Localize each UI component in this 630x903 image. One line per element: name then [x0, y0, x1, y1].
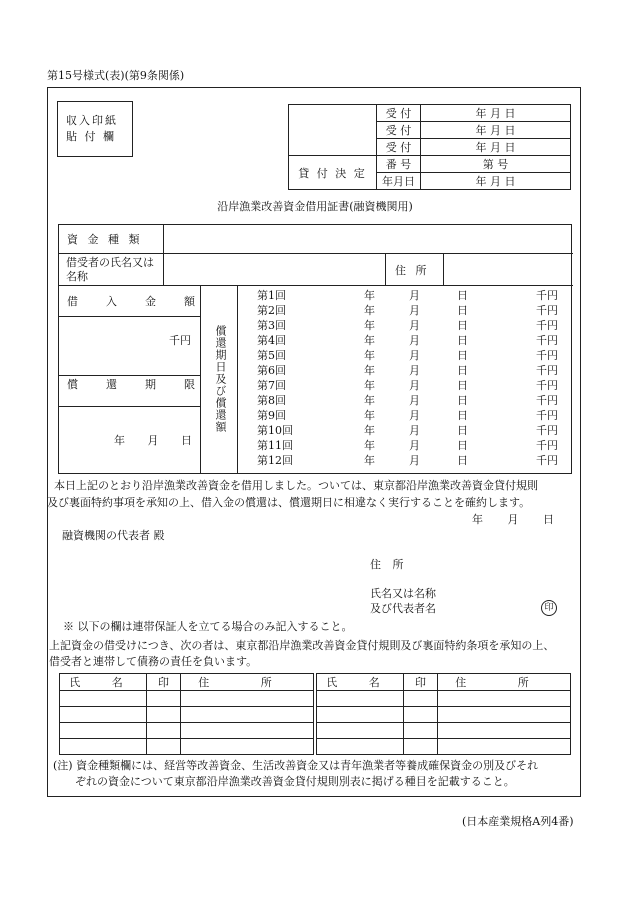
guarantor-cell[interactable]: [317, 691, 404, 707]
day-label: 日: [457, 409, 468, 422]
schedule-row[interactable]: [238, 333, 573, 348]
ymd-label: 年月日: [377, 173, 421, 190]
guarantor-text-2: 借受者と連帯して債務の責任を負います。: [49, 655, 258, 668]
year-label: 年: [364, 364, 375, 377]
guarantor-cell[interactable]: [181, 739, 314, 755]
decision-label: 貸 付 決 定: [289, 156, 377, 190]
guarantor-cell[interactable]: [60, 691, 147, 707]
signer-name-label-2: 及び代表者名: [370, 602, 436, 615]
year-label: 年: [364, 289, 375, 302]
guarantor-cell[interactable]: [404, 723, 438, 739]
guarantor-text-1: 上記資金の借受けにつき、次の者は、東京都沿岸漁業改善資金貸付規則及び裏面特約条項を承知の上、: [49, 639, 555, 652]
guarantor-table-left: [59, 673, 314, 755]
schedule-label: 第12回: [257, 454, 293, 467]
unit-label: 千円: [536, 349, 558, 362]
main-table: [58, 224, 572, 474]
unit-label: 千円: [536, 319, 558, 332]
guarantor-cell[interactable]: [147, 739, 181, 755]
guarantor-cell[interactable]: [147, 723, 181, 739]
schedule-label: 第9回: [257, 409, 286, 422]
month-label: 月: [409, 379, 420, 392]
stamp-label-1: 収入印紙: [66, 114, 118, 127]
year-label: 年: [364, 304, 375, 317]
year-label: 年: [364, 424, 375, 437]
statement-line-2: 及び裏面特約事項を承知の上、借入金の償還は、償還期日に相違なく実行することを確約します。: [47, 496, 531, 509]
unit-label: 千円: [536, 364, 558, 377]
month-label: 月: [409, 319, 420, 332]
year-label: 年: [364, 394, 375, 407]
day-label: 日: [457, 454, 468, 467]
schedule-label: 第2回: [257, 304, 286, 317]
seal-mark[interactable]: 印: [541, 600, 557, 616]
guarantor-cell[interactable]: [60, 707, 147, 723]
received-label-3: 受 付: [377, 139, 421, 156]
schedule-label: 第4回: [257, 334, 286, 347]
loan-amount-label: 借 入 金 額: [67, 295, 195, 308]
day-label: 日: [457, 394, 468, 407]
schedule-label: 第10回: [257, 424, 293, 437]
unit-label: 千円: [536, 409, 558, 422]
statement-date[interactable]: 年 月 日: [472, 513, 554, 526]
month-label: 月: [409, 304, 420, 317]
received-date-1[interactable]: 年 月 日: [421, 105, 571, 122]
schedule-row[interactable]: [238, 408, 573, 423]
schedule-row[interactable]: [238, 438, 573, 453]
received-label-2: 受 付: [377, 122, 421, 139]
guarantor-cell[interactable]: [181, 723, 314, 739]
footer-standard: (日本産業規格A列4番): [462, 815, 574, 828]
schedule-label: 第7回: [257, 379, 286, 392]
guarantor-table-right: [316, 673, 571, 755]
guarantor-cell[interactable]: [317, 723, 404, 739]
statement-line-1: 本日上記のとおり沿岸漁業改善資金を借用しました。ついては、東京都沿岸漁業改善資金貸付規則: [54, 479, 538, 492]
year-label: 年: [364, 319, 375, 332]
schedule-row[interactable]: [238, 393, 573, 408]
month-label: 月: [409, 424, 420, 437]
stamp-box: [57, 101, 133, 157]
unit-label: 千円: [536, 394, 558, 407]
guarantor-cell[interactable]: [438, 707, 571, 723]
stamp-label-2: 貼 付 欄: [66, 130, 116, 143]
fund-type-field[interactable]: [164, 225, 573, 254]
received-date-3[interactable]: 年 月 日: [421, 139, 571, 156]
number-value[interactable]: 第 号: [421, 156, 571, 173]
guarantor-cell[interactable]: [181, 707, 314, 723]
schedule-label: 第11回: [257, 439, 293, 452]
day-label: 日: [457, 379, 468, 392]
guarantor-cell[interactable]: [60, 739, 147, 755]
day-label: 日: [457, 289, 468, 302]
document-title: 沿岸漁業改善資金借用証書(融資機関用): [217, 200, 413, 213]
year-label: 年: [364, 454, 375, 467]
schedule-label: 第6回: [257, 364, 286, 377]
guarantor-cell[interactable]: [438, 691, 571, 707]
year-label: 年: [364, 349, 375, 362]
unit-label: 千円: [536, 334, 558, 347]
guarantor-cell[interactable]: [147, 691, 181, 707]
guarantor-cell[interactable]: [181, 691, 314, 707]
guarantor-cell[interactable]: [60, 723, 147, 739]
received-date-2[interactable]: 年 月 日: [421, 122, 571, 139]
schedule-row[interactable]: [238, 363, 573, 378]
unit-label: 千円: [536, 379, 558, 392]
form-number: 第15号様式(表)(第9条関係): [47, 69, 185, 82]
day-label: 日: [457, 364, 468, 377]
guarantor-cell[interactable]: [404, 739, 438, 755]
number-label: 番 号: [377, 156, 421, 173]
year-label: 年: [364, 379, 375, 392]
loan-amount-field[interactable]: [59, 317, 201, 407]
schedule-row[interactable]: [238, 318, 573, 333]
month-label: 月: [409, 394, 420, 407]
addressee: 融資機関の代表者 殿: [62, 529, 165, 542]
year-label: 年: [364, 334, 375, 347]
borrower-field[interactable]: [164, 254, 386, 286]
schedule-row[interactable]: [238, 348, 573, 363]
year-label: 年: [364, 439, 375, 452]
guarantor-note: ※ 以下の欄は連帯保証人を立てる場合のみ記入すること。: [63, 620, 353, 633]
guarantor-address-header: 住 所: [438, 674, 571, 691]
signer-name-label-1: 氏名又は名称: [370, 587, 436, 600]
day-label: 日: [457, 439, 468, 452]
schedule-row[interactable]: [238, 303, 573, 318]
month-label: 月: [409, 349, 420, 362]
month-label: 月: [409, 454, 420, 467]
guarantor-cell[interactable]: [147, 707, 181, 723]
guarantor-seal-header: 印: [404, 674, 438, 691]
guarantor-address-header: 住 所: [181, 674, 314, 691]
day-label: 日: [457, 319, 468, 332]
borrower-label: 借受者の氏名又は名称: [66, 256, 154, 283]
fund-type-label: 資 金 種 類: [67, 233, 143, 246]
repayment-deadline-date: 年 月 日: [114, 434, 192, 447]
unit-label: 千円: [536, 424, 558, 437]
guarantor-seal-header: 印: [147, 674, 181, 691]
schedule-row[interactable]: [238, 378, 573, 393]
note-line-2: ぞれの資金について東京都沿岸漁業改善資金貸付規則別表に掲げる種目を記載すること。: [75, 775, 515, 788]
signer-address-label: 住 所: [370, 558, 408, 571]
repayment-deadline-label: 償 還 期 限: [67, 378, 195, 391]
month-label: 月: [409, 289, 420, 302]
year-label: 年: [364, 409, 375, 422]
day-label: 日: [457, 304, 468, 317]
schedule-label: 第8回: [257, 394, 286, 407]
guarantor-cell[interactable]: [438, 739, 571, 755]
unit-label: 千円: [536, 304, 558, 317]
day-label: 日: [457, 334, 468, 347]
day-label: 日: [457, 424, 468, 437]
guarantor-cell[interactable]: [404, 691, 438, 707]
schedule-row[interactable]: [238, 453, 573, 468]
receipt-table: [288, 104, 571, 190]
note-line-1: (注) 資金種類欄には、経営等改善資金、生活改善資金又は青年漁業者等養成確保資金の別及びそれ: [53, 759, 539, 772]
guarantor-name-header: 氏 名: [60, 674, 147, 691]
guarantor-cell[interactable]: [438, 723, 571, 739]
schedule-row[interactable]: [238, 288, 573, 303]
divider: [59, 375, 201, 376]
month-label: 月: [409, 439, 420, 452]
unit-label: 千円: [536, 289, 558, 302]
day-label: 日: [457, 349, 468, 362]
loan-amount-unit: 千円: [169, 334, 191, 347]
schedule-label: 第5回: [257, 349, 286, 362]
schedule-label: 第1回: [257, 289, 286, 302]
guarantor-name-header: 氏 名: [317, 674, 404, 691]
month-label: 月: [409, 364, 420, 377]
schedule-row[interactable]: [238, 423, 573, 438]
unit-label: 千円: [536, 454, 558, 467]
received-label-1: 受 付: [377, 105, 421, 122]
unit-label: 千円: [536, 439, 558, 452]
schedule-header: 償還期日及び償還額: [214, 325, 227, 433]
guarantor-cell[interactable]: [317, 707, 404, 723]
address-label: 住 所: [395, 264, 430, 277]
address-field[interactable]: [444, 254, 573, 286]
schedule-label: 第3回: [257, 319, 286, 332]
guarantor-cell[interactable]: [404, 707, 438, 723]
guarantor-cell[interactable]: [317, 739, 404, 755]
month-label: 月: [409, 334, 420, 347]
month-label: 月: [409, 409, 420, 422]
ymd-value[interactable]: 年 月 日: [421, 173, 571, 190]
